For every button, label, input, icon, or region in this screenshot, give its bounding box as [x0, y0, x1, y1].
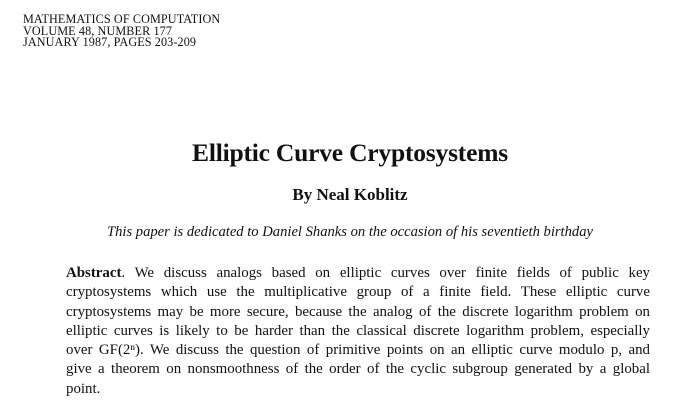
abstract-line-5: over GF(2ⁿ). We discuss the question of primitive points on an elliptic curve modulo p, and: [66, 342, 650, 359]
abstract-line-4: elliptic curves is likely to be harder than the classical discrete logarithm problem, especially: [66, 322, 650, 339]
abstract-line-1: [66, 264, 650, 283]
paper-author: By Neal Koblitz: [292, 185, 408, 204]
abstract-label: Abstract: [66, 265, 122, 281]
journal-volume: VOLUME 48, NUMBER 177: [23, 23, 173, 38]
paper-title: Elliptic Curve Cryptosystems: [192, 138, 508, 167]
abstract: [66, 264, 650, 399]
abstract-line-1-text: . We discuss analogs based on elliptic curves over finite fields of public key: [121, 265, 650, 281]
abstract-line-6: give a theorem on nonsmoothness of the order of the cyclic subgroup generated by a global: [66, 361, 650, 378]
journal-header: [23, 14, 220, 49]
paper-dedication: This paper is dedicated to Daniel Shanks on the occasion of his seventieth birthday: [107, 224, 593, 240]
abstract-line-2: cryptosystems which use the multiplicative group of a finite field. These elliptic curve: [66, 284, 650, 301]
abstract-line-3: cryptosystems may be more secure, because the analog of the discrete logarithm problem on: [66, 303, 650, 320]
journal-name: MATHEMATICS OF COMPUTATION: [23, 12, 221, 26]
journal-issue-pages: JANUARY 1987, PAGES 203-209: [23, 35, 197, 49]
abstract-line-7: point.: [66, 380, 101, 397]
